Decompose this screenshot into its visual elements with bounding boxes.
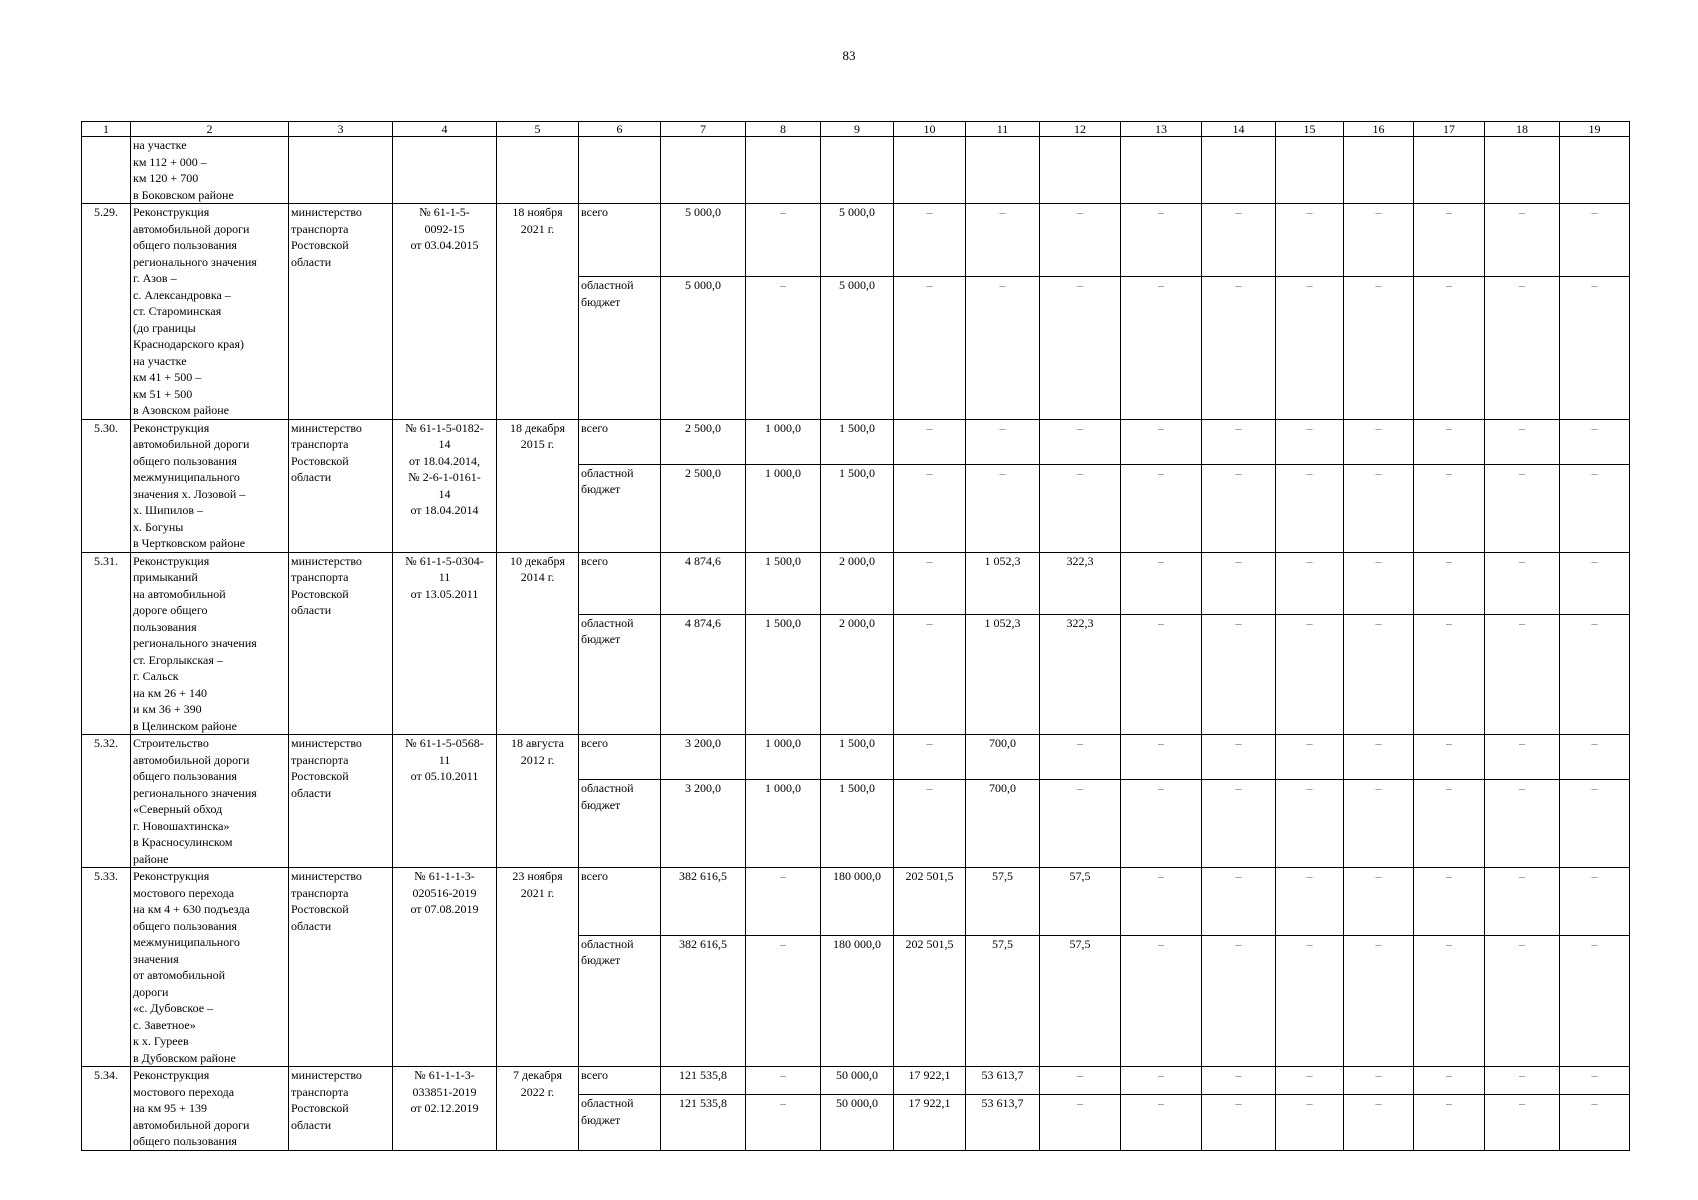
value-cell: 1 500,0 — [746, 614, 821, 735]
value-cell: 1 052,3 — [966, 552, 1040, 614]
value-cell: – — [1560, 204, 1630, 277]
value-cell: – — [1040, 1095, 1121, 1150]
funding-source: всего — [579, 735, 661, 780]
value-cell: – — [1040, 735, 1121, 780]
value-cell: 121 535,8 — [661, 1095, 746, 1150]
value-cell: – — [1485, 614, 1560, 735]
value-cell: – — [1344, 464, 1414, 552]
column-number: 11 — [966, 122, 1040, 137]
value-cell: – — [1560, 1067, 1630, 1095]
column-number: 18 — [1485, 122, 1560, 137]
value-cell: – — [1485, 868, 1560, 936]
document-ref: № 61-1-5- 0092-15 от 03.04.2015 — [393, 204, 497, 420]
column-number: 17 — [1414, 122, 1485, 137]
value-cell: – — [1121, 419, 1202, 464]
value-cell: – — [1344, 1067, 1414, 1095]
value-cell: – — [894, 277, 966, 419]
value-cell: – — [1560, 552, 1630, 614]
value-cell: – — [1485, 1095, 1560, 1150]
value-cell: 53 613,7 — [966, 1067, 1040, 1095]
customer-name: министерство транспорта Ростовской области — [289, 1067, 393, 1151]
value-cell: 5 000,0 — [661, 204, 746, 277]
object-name: Реконструкция автомобильной дороги общего пользования межмуниципального значения х. Лозовой – х. Шипилов – х. Богуны в Чертковском районе — [131, 419, 289, 552]
value-cell: – — [1202, 1067, 1276, 1095]
value-cell: – — [1121, 735, 1202, 780]
customer-name: министерство транспорта Ростовской области — [289, 735, 393, 868]
value-cell: – — [1560, 735, 1630, 780]
value-cell: 57,5 — [1040, 935, 1121, 1066]
value-cell: 1 000,0 — [746, 419, 821, 464]
value-cell: – — [1276, 464, 1344, 552]
value-cell: – — [1414, 614, 1485, 735]
value-cell: – — [1202, 204, 1276, 277]
table-body — [82, 122, 1630, 1151]
value-cell: 1 500,0 — [821, 464, 894, 552]
value-cell: – — [894, 780, 966, 868]
value-cell: – — [1560, 419, 1630, 464]
value-cell: – — [746, 868, 821, 936]
value-cell: 5 000,0 — [821, 204, 894, 277]
value-cell: – — [1414, 868, 1485, 936]
value-cell: – — [1414, 735, 1485, 780]
value-cell: 17 922,1 — [894, 1095, 966, 1150]
completion-date: 18 декабря 2015 г. — [497, 419, 579, 552]
funding-source: всего — [579, 868, 661, 936]
value-cell: – — [1414, 464, 1485, 552]
column-number-row — [82, 122, 1630, 137]
column-number: 12 — [1040, 122, 1121, 137]
value-cell: – — [1121, 552, 1202, 614]
column-number: 19 — [1560, 122, 1630, 137]
value-cell: 1 500,0 — [821, 419, 894, 464]
value-cell: – — [1560, 935, 1630, 1066]
record-row-total — [82, 1067, 1630, 1095]
value-cell: – — [1276, 614, 1344, 735]
value-cell: – — [1414, 935, 1485, 1066]
value-cell: – — [1121, 1095, 1202, 1150]
column-number: 4 — [393, 122, 497, 137]
record-number: 5.31. — [82, 552, 131, 735]
value-cell: – — [966, 419, 1040, 464]
completion-date: 7 декабря 2022 г. — [497, 1067, 579, 1151]
value-cell: – — [1344, 277, 1414, 419]
customer-name: министерство транспорта Ростовской области — [289, 868, 393, 1067]
value-cell: 57,5 — [966, 868, 1040, 936]
value-cell: – — [1121, 868, 1202, 936]
column-number: 15 — [1276, 122, 1344, 137]
column-number: 5 — [497, 122, 579, 137]
value-cell: 180 000,0 — [821, 868, 894, 936]
column-number: 8 — [746, 122, 821, 137]
column-number: 14 — [1202, 122, 1276, 137]
value-cell: 4 874,6 — [661, 552, 746, 614]
value-cell: – — [1414, 780, 1485, 868]
value-cell: – — [1276, 419, 1344, 464]
object-name: Реконструкция мостового перехода на км 95 + 139 автомобильной дороги общего пользования — [131, 1067, 289, 1151]
value-cell: – — [1414, 1095, 1485, 1150]
value-cell: – — [1485, 780, 1560, 868]
value-cell: – — [966, 464, 1040, 552]
value-cell: 5 000,0 — [821, 277, 894, 419]
value-cell: 180 000,0 — [821, 935, 894, 1066]
value-cell: – — [746, 277, 821, 419]
column-number: 1 — [82, 122, 131, 137]
value-cell: 4 874,6 — [661, 614, 746, 735]
value-cell: – — [1344, 935, 1414, 1066]
value-cell: – — [1202, 552, 1276, 614]
column-number: 7 — [661, 122, 746, 137]
value-cell: – — [894, 614, 966, 735]
column-number: 2 — [131, 122, 289, 137]
value-cell: – — [1040, 204, 1121, 277]
column-number: 3 — [289, 122, 393, 137]
document-ref: № 61-1-1-3- 020516-2019 от 07.08.2019 — [393, 868, 497, 1067]
record-row-total — [82, 204, 1630, 277]
value-cell: – — [1414, 419, 1485, 464]
completion-date: 18 ноября 2021 г. — [497, 204, 579, 420]
value-cell: – — [1344, 552, 1414, 614]
value-cell: – — [746, 1067, 821, 1095]
value-cell: – — [894, 464, 966, 552]
value-cell: – — [1344, 735, 1414, 780]
value-cell: – — [1344, 1095, 1414, 1150]
value-cell: 1 000,0 — [746, 780, 821, 868]
value-cell: – — [1560, 1095, 1630, 1150]
value-cell: – — [1344, 780, 1414, 868]
record-row-total — [82, 735, 1630, 780]
column-number: 13 — [1121, 122, 1202, 137]
completion-date: 10 декабря 2014 г. — [497, 552, 579, 735]
value-cell: – — [894, 204, 966, 277]
value-cell: – — [1485, 419, 1560, 464]
customer-name: министерство транспорта Ростовской области — [289, 204, 393, 420]
value-cell: 1 052,3 — [966, 614, 1040, 735]
value-cell: 17 922,1 — [894, 1067, 966, 1095]
record-number: 5.29. — [82, 204, 131, 420]
value-cell: 2 500,0 — [661, 464, 746, 552]
record-row-total — [82, 419, 1630, 464]
value-cell: – — [1276, 204, 1344, 277]
value-cell: – — [1121, 935, 1202, 1066]
value-cell: – — [1040, 419, 1121, 464]
value-cell: 382 616,5 — [661, 868, 746, 936]
value-cell: 2 000,0 — [821, 614, 894, 735]
value-cell: – — [1121, 464, 1202, 552]
value-cell: 382 616,5 — [661, 935, 746, 1066]
column-number: 6 — [579, 122, 661, 137]
value-cell: – — [966, 277, 1040, 419]
value-cell: – — [1202, 464, 1276, 552]
value-cell: – — [1414, 204, 1485, 277]
value-cell: – — [1276, 780, 1344, 868]
value-cell: – — [894, 419, 966, 464]
object-name: Строительство автомобильной дороги общего пользования регионального значения «Северный обход г. Новошахтинска» в Красносулинском районе — [131, 735, 289, 868]
object-name: Реконструкция мостового перехода на км 4 + 630 подъезда общего пользования межмуниципального значения от автомобильной дороги «с. Дубовское – с. Заветное» к х. Гуреев в Дубовском районе — [131, 868, 289, 1067]
value-cell: – — [1276, 868, 1344, 936]
value-cell: 700,0 — [966, 735, 1040, 780]
value-cell: – — [1560, 780, 1630, 868]
value-cell: 2 000,0 — [821, 552, 894, 614]
value-cell: – — [1485, 735, 1560, 780]
funding-source: областной бюджет — [579, 780, 661, 868]
object-name: Реконструкция автомобильной дороги общего пользования регионального значения г. Азов – с. Александровка – ст. Староминская (до границы Краснодарского края) на участке км 41 + 500 – км 51 + 500 в Азовском районе — [131, 204, 289, 420]
value-cell: – — [1485, 1067, 1560, 1095]
value-cell: 202 501,5 — [894, 868, 966, 936]
funding-source: всего — [579, 419, 661, 464]
funding-source: всего — [579, 552, 661, 614]
document-ref: № 61-1-5-0568- 11 от 05.10.2011 — [393, 735, 497, 868]
value-cell: – — [1485, 277, 1560, 419]
value-cell: – — [894, 552, 966, 614]
value-cell: – — [1414, 277, 1485, 419]
value-cell: – — [1344, 868, 1414, 936]
value-cell: 3 200,0 — [661, 780, 746, 868]
funding-source: областной бюджет — [579, 464, 661, 552]
document-ref: № 61-1-5-0304- 11 от 13.05.2011 — [393, 552, 497, 735]
document-ref: № 61-1-1-3- 033851-2019 от 02.12.2019 — [393, 1067, 497, 1151]
value-cell: 5 000,0 — [661, 277, 746, 419]
value-cell: 2 500,0 — [661, 419, 746, 464]
value-cell: 1 000,0 — [746, 735, 821, 780]
value-cell: – — [1121, 1067, 1202, 1095]
value-cell: 121 535,8 — [661, 1067, 746, 1095]
value-cell: – — [1344, 204, 1414, 277]
value-cell: – — [1414, 552, 1485, 614]
value-cell: 700,0 — [966, 780, 1040, 868]
value-cell: – — [1202, 1095, 1276, 1150]
funding-source: областной бюджет — [579, 1095, 661, 1150]
funding-source: областной бюджет — [579, 614, 661, 735]
value-cell: – — [1485, 204, 1560, 277]
value-cell: – — [1040, 464, 1121, 552]
object-name: на участке км 112 + 000 – км 120 + 700 в Боковском районе — [131, 137, 289, 204]
value-cell: 53 613,7 — [966, 1095, 1040, 1150]
record-row-total — [82, 868, 1630, 936]
customer-name: министерство транспорта Ростовской области — [289, 552, 393, 735]
value-cell: – — [1344, 614, 1414, 735]
record-number: 5.33. — [82, 868, 131, 1067]
value-cell: – — [746, 204, 821, 277]
value-cell: – — [1121, 277, 1202, 419]
customer-name: министерство транспорта Ростовской области — [289, 419, 393, 552]
value-cell: – — [1414, 1067, 1485, 1095]
value-cell: 1 000,0 — [746, 464, 821, 552]
funding-source: всего — [579, 204, 661, 277]
value-cell: 202 501,5 — [894, 935, 966, 1066]
value-cell: – — [1276, 935, 1344, 1066]
value-cell: – — [1202, 780, 1276, 868]
value-cell: – — [1276, 552, 1344, 614]
investment-table — [81, 121, 1630, 1151]
funding-source: всего — [579, 1067, 661, 1095]
funding-source: областной бюджет — [579, 935, 661, 1066]
value-cell: 50 000,0 — [821, 1067, 894, 1095]
value-cell: – — [746, 1095, 821, 1150]
column-number: 9 — [821, 122, 894, 137]
value-cell: – — [1121, 780, 1202, 868]
value-cell: – — [1560, 464, 1630, 552]
value-cell: – — [1276, 1067, 1344, 1095]
completion-date: 18 августа 2012 г. — [497, 735, 579, 868]
value-cell: 1 500,0 — [821, 780, 894, 868]
value-cell: – — [1344, 419, 1414, 464]
value-cell: – — [1276, 277, 1344, 419]
value-cell: – — [1202, 614, 1276, 735]
value-cell: – — [1560, 614, 1630, 735]
value-cell: – — [1202, 868, 1276, 936]
value-cell: – — [1276, 1095, 1344, 1150]
value-cell: – — [1485, 935, 1560, 1066]
value-cell: 1 500,0 — [746, 552, 821, 614]
page-number: 83 — [842, 48, 856, 63]
value-cell: 57,5 — [1040, 868, 1121, 936]
value-cell: – — [1202, 935, 1276, 1066]
value-cell: 3 200,0 — [661, 735, 746, 780]
value-cell: – — [1202, 735, 1276, 780]
value-cell: – — [1276, 735, 1344, 780]
funding-source: областной бюджет — [579, 277, 661, 419]
value-cell: 50 000,0 — [821, 1095, 894, 1150]
value-cell: – — [1485, 552, 1560, 614]
value-cell: – — [1121, 204, 1202, 277]
value-cell: – — [746, 935, 821, 1066]
value-cell: 57,5 — [966, 935, 1040, 1066]
value-cell: – — [966, 204, 1040, 277]
value-cell: – — [1202, 419, 1276, 464]
value-cell: 322,3 — [1040, 614, 1121, 735]
record-number: 5.34. — [82, 1067, 131, 1151]
column-number: 16 — [1344, 122, 1414, 137]
record-number: 5.30. — [82, 419, 131, 552]
column-number: 10 — [894, 122, 966, 137]
record-number: 5.32. — [82, 735, 131, 868]
value-cell: – — [1202, 277, 1276, 419]
continuation-row — [82, 137, 1630, 204]
value-cell: – — [1040, 277, 1121, 419]
value-cell: 322,3 — [1040, 552, 1121, 614]
value-cell: – — [1040, 780, 1121, 868]
value-cell: 1 500,0 — [821, 735, 894, 780]
value-cell: – — [1560, 277, 1630, 419]
completion-date: 23 ноября 2021 г. — [497, 868, 579, 1067]
record-row-total — [82, 552, 1630, 614]
value-cell: – — [1121, 614, 1202, 735]
value-cell: – — [1485, 464, 1560, 552]
value-cell: – — [1560, 868, 1630, 936]
value-cell: – — [1040, 1067, 1121, 1095]
document-ref: № 61-1-5-0182- 14 от 18.04.2014, № 2-6-1-0161- 14 от 18.04.2014 — [393, 419, 497, 552]
value-cell: – — [894, 735, 966, 780]
object-name: Реконструкция примыканий на автомобильной дороге общего пользования регионального значения ст. Егорлыкская – г. Сальск на км 26 + 140 и км 36 + 390 в Целинском районе — [131, 552, 289, 735]
